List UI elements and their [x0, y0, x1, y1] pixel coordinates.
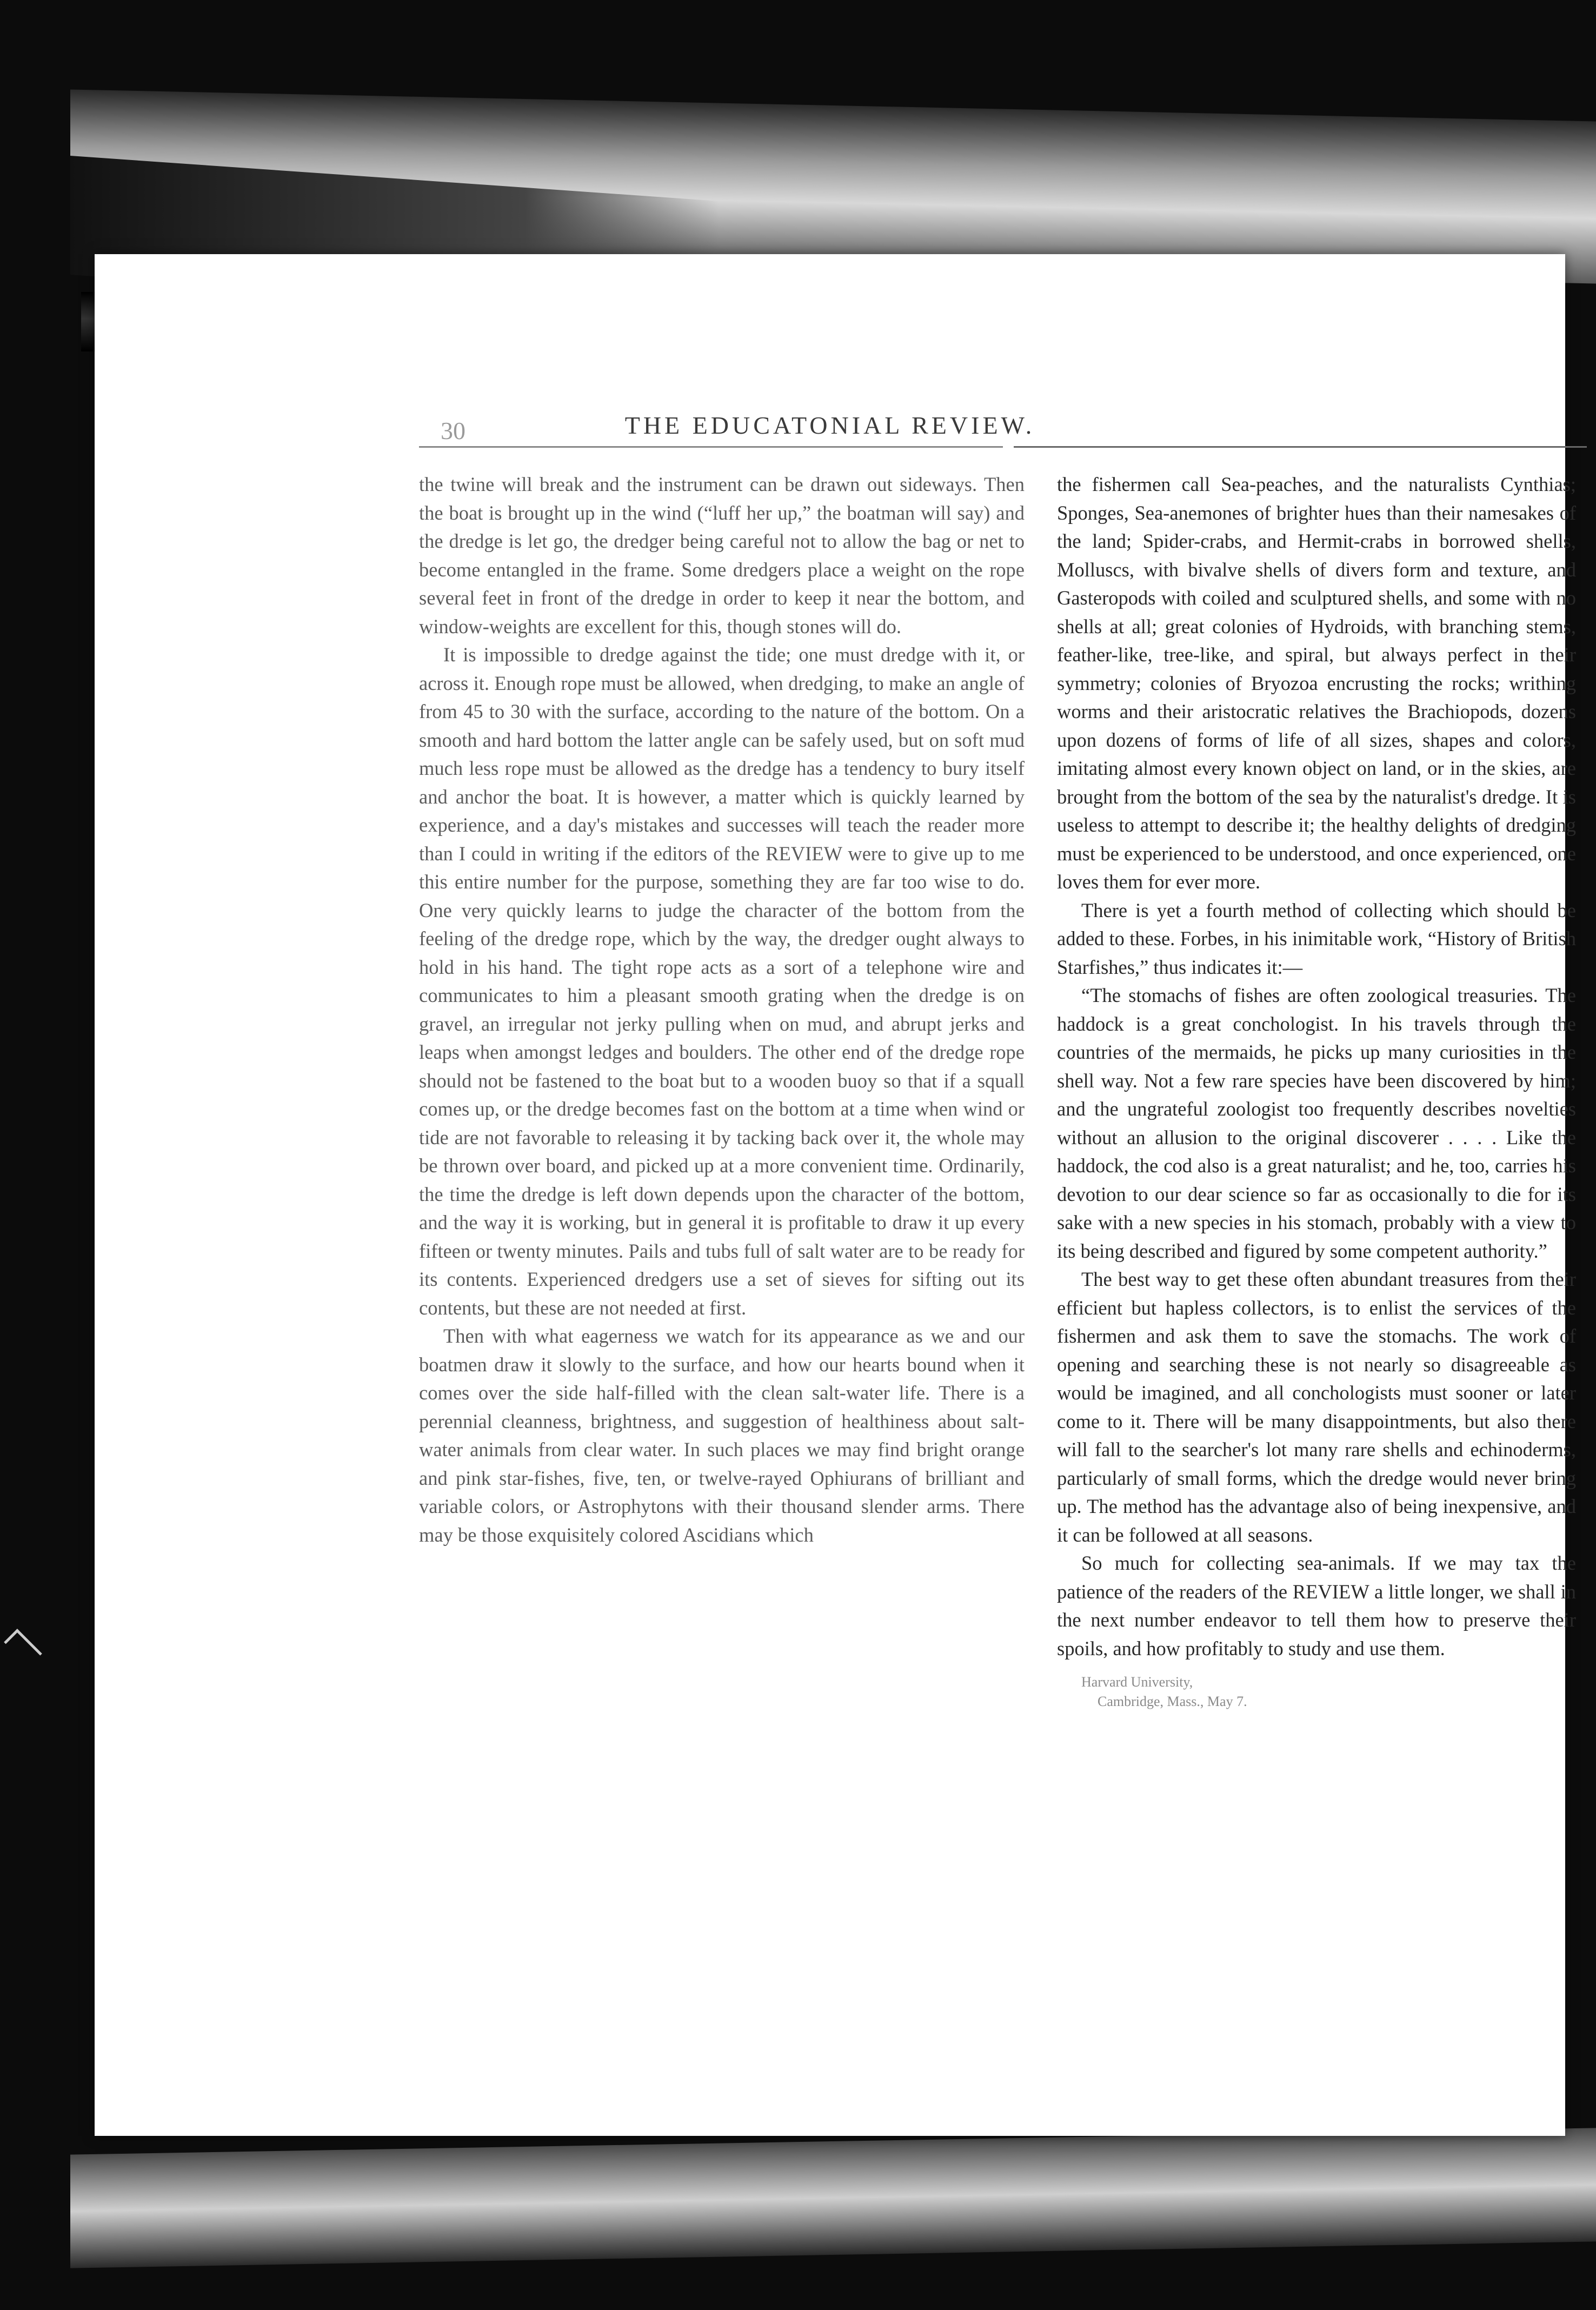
right-column: [1057, 470, 1576, 1711]
left-column: [419, 470, 1025, 1549]
right-paragraph-1: the fishermen call Sea-peaches, and the naturalists Cynthias; Sponges, Sea-anemones of brighter hues than their namesakes of the land; Spider-crabs, and Hermit-crabs in borrowed shells, Molluscs, with bivalve shells of divers form and texture, and Gasteropods with coiled and sculptured shells, and some with no shells at all; great colonies of Hydroids, with branching stems, feather-like, tree-like, and spiral, but always perfect in their symmetry; colonies of Bryozoa encrusting the rocks; writhing worms and their aristocratic relatives the Brachiopods, dozens upon dozens of forms of life of all sizes, shapes and colors, imitating almost every known object on land, or in the skies, are brought from the bottom of the sea by the naturalist's dredge. It is useless to attempt to describe it; the healthy delights of dredging must be experienced to be understood, and once experienced, one loves them for ever more.: [1057, 473, 1576, 893]
scanned-page: [95, 254, 1576, 2136]
right-paragraph-2: There is yet a fourth method of collecting which should be added to these. Forbes, in his inimitable work, “History of British Starfishes,” thus indicates it:—: [1057, 899, 1576, 978]
page-number: 30: [441, 417, 466, 444]
left-paragraph-1: the twine will break and the instrument can be drawn out sideways. Then the boat is brought up in the wind (“luff her up,” the boatman will say) and the dredge is let go, the dredger being careful not to allow the bag or net to become entangled in the frame. Some dredgers place a weight on the rope several feet in front of the dredge in order to keep it near the bottom, and window-weights are excellent for this, though stones will do.: [419, 473, 1025, 638]
running-head: THE EDUCATONIAL REVIEW.: [624, 411, 1035, 439]
signature-institution: Harvard University,: [1081, 1674, 1193, 1690]
forbes-quotation: “The stomachs of fishes are often zoological treasuries. The haddock is a great conchologist. In his travels through the countries of the mermaids, he picks up many curiosities in the shell way. Not a few rare species have been discovered by him; and the ungrateful zoologist too frequently describes novelties without an allusion to the original discoverer . . . . Like the haddock, the cod also is a great naturalist; and he, too, carries his devotion to our dear science so far as occasionally to die for its sake with a new species in his stomach, probably with a view to its being described and figured by some competent authority.”: [1057, 984, 1576, 1262]
author-signature: [1057, 1672, 1576, 1711]
right-paragraph-5: So much for collecting sea-animals. If we may tax the patience of the readers of the REVIEW a little longer, we shall in the next number endeavor to tell them how to preserve their spoils, and how profitably to study and use them.: [1057, 1552, 1576, 1660]
left-paragraph-2: It is impossible to dredge against the tide; one must dredge with it, or across it. Enough rope must be allowed, when dredging, to make an angle of from 45 to 30 with the surface, according to the nature of the bottom. On a smooth and hard bottom the latter angle can be safely used, but on soft mud much less rope must be allowed as the dredge has a tendency to bury itself and anchor the boat. It is however, a matter which is quickly learned by experience, and a day's mistakes and successes will teach the reader more than I could in writing if the editors of the REVIEW were to give up to me this entire number for the purpose, something they are far too wise to do. One very quickly learns to judge the character of the bottom from the feeling of the dredge rope, which by the way, the dredger ought always to hold in his hand. The tight rope acts as a sort of a telephone wire and communicates to him a pleasant smooth grating when the dredge is on gravel, an irregular not jerky pulling when on mud, and abrupt jerks and leaps when amongst ledges and boulders. The other end of the dredge rope should not be fastened to the boat but to a wooden buoy so that if a squall comes up, or the dredge becomes fast on the bottom at a time when wind or tide are not favorable to releasing it by tacking back over it, the whole may be thrown over board, and picked up at a more convenient time. Ordinarily, the time the dredge is left down depends upon the character of the bottom, and the way it is working, but in general it is profitable to draw it up every fifteen or twenty minutes. Pails and tubs full of salt water are to be ready for its contents. Experienced dredgers use a set of sieves for sifting out its contents, but these are not needed at first.: [419, 643, 1025, 1319]
signature-place-date: Cambridge, Mass., May 7.: [1098, 1694, 1247, 1709]
arrow-mark-icon: [4, 1629, 42, 1667]
right-paragraph-4: The best way to get these often abundant treasures from their efficient but hapless collectors, is to enlist the services of the fishermen and ask them to save the stomachs. The work of opening and searching these is not nearly so disagreeable as would be imagined, and all conchologists must sooner or later come to it. There will be many disappointments, but also there will fall to the searcher's lot many rare shells and echinoderms, particularly of small forms, which the dredge would never bring up. The method has the advantage also of being inexpensive, and it can be followed at all seasons.: [1057, 1268, 1576, 1546]
microfilm-bottom-edge: [70, 2128, 1596, 2268]
header-rule-left: [419, 446, 1003, 448]
header-rule-right: [1014, 446, 1587, 448]
left-paragraph-3: Then with what eagerness we watch for its appearance as we and our boatmen draw it slowly to the surface, and how our hearts bound when it comes over the side half-filled with the clean salt-water life. There is a perennial cleanness, brightness, and suggestion of healthiness about salt-water animals from clear water. In such places we may find bright orange and pink star-fishes, five, ten, or twelve-rayed Ophiurans of brilliant and variable colors, or Astrophytons with their thousand slender arms. There may be those exquisitely colored Ascidians which: [419, 1325, 1025, 1546]
